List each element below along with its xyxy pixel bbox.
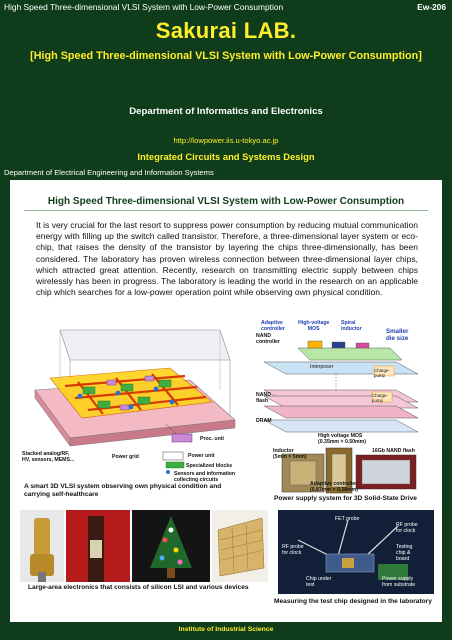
department-secondary: Department of Electrical Engineering and Information Systems bbox=[4, 168, 214, 177]
division: Integrated Circuits and Systems Design bbox=[137, 151, 315, 162]
label-chip-under-test: Chip under test bbox=[306, 576, 332, 588]
photo-flexible-sheet bbox=[212, 510, 268, 582]
caption-power-supply: Power supply system for 3D Solid-State Drive bbox=[274, 495, 417, 502]
label-hv-mos-detail: High voltage MOS (0.35mm × 0.50mm) bbox=[318, 433, 367, 445]
lab-subtitle: [High Speed Three-dimensional VLSI System with Low-Power Consumption] bbox=[30, 50, 422, 62]
photo-robot-hand bbox=[20, 510, 64, 582]
header-title: High Speed Three-dimensional VLSI System with Low-Power Consumption bbox=[4, 2, 284, 12]
label-hv-mos: High-voltage MOS bbox=[298, 320, 330, 332]
body-text: It is very crucial for the last resort to suppress power consumption by reducing mutual communication energy with filling up the switch called transistor. Therefore, a three-dimensional layer system or eco-chip, that raises the density of the transistor by layering the chips three-dimensionally, has been considered. The laboratory has proven wireless connection between three-dimensional layer chips, which attracted great attention. Recently, research on transmitting electric supply between chips wirelessly has been in progress. The laboratory is leading the world in the research on an applicable chip which searches for a low-power operation point while observing own physical condition. bbox=[36, 220, 418, 298]
label-charge-pump-lower: Charge- pump bbox=[372, 393, 388, 403]
label-fet-probe: FET probe bbox=[335, 516, 360, 522]
label-testing-chip: Testing chip & board bbox=[396, 544, 413, 562]
lab-url[interactable]: http://lowpower.iis.u-tokyo.ac.jp bbox=[173, 136, 279, 145]
label-specialized: Specialized blocks bbox=[186, 463, 233, 469]
department: Department of Informatics and Electronics bbox=[129, 106, 323, 117]
label-interposer: Interposer bbox=[310, 364, 334, 370]
label-smaller: Smaller die size bbox=[386, 328, 409, 342]
label-dram: DRAM bbox=[256, 418, 272, 424]
caption-test-chip: Measuring the test chip designed in the laboratory bbox=[274, 598, 432, 605]
content-panel bbox=[10, 180, 442, 622]
divider bbox=[24, 210, 428, 211]
exhibit-code: Ew-206 bbox=[417, 2, 446, 12]
label-power-unit: Power unit bbox=[188, 453, 215, 459]
section-heading: High Speed Three-dimensional VLSI System with Low-Power Consumption bbox=[47, 196, 405, 207]
label-adaptive-detail: Adaptive controller (0.87mm × 0.28mm) bbox=[310, 481, 359, 493]
label-power-supply: Power supply from substrate bbox=[382, 576, 416, 588]
label-spiral: Spiral inductor bbox=[341, 320, 362, 332]
photo-christmas-tree bbox=[132, 510, 210, 582]
label-nand-controller: NAND controller bbox=[256, 333, 280, 345]
label-nand-flash-16gb: 16Gb NAND flash bbox=[372, 448, 415, 454]
label-stacked: Stacked analog/RF, HV, sensors, MEMS... bbox=[22, 451, 75, 463]
label-charge-pump-upper: Charge- pump bbox=[374, 368, 390, 378]
caption-large-area: Large-area electronics that consists of silicon LSI and various devices bbox=[28, 584, 249, 591]
lab-name: Sakurai LAB. bbox=[155, 18, 297, 43]
photo-bottle bbox=[66, 510, 130, 582]
label-rf-probe-left: RF probe for clock bbox=[282, 544, 304, 556]
label-sensors: Sensors and information collecting circuits bbox=[174, 471, 236, 483]
label-proc-unit: Proc. unit bbox=[200, 436, 224, 442]
label-adaptive: Adaptive controller bbox=[261, 320, 285, 332]
label-power-grid: Power grid bbox=[112, 454, 139, 460]
power-supply-diagram bbox=[246, 320, 432, 495]
caption-vlsi: A smart 3D VLSI system observing own physical condition and carrying self-healthcare bbox=[24, 483, 222, 498]
footer-institute: Institute of Industrial Science bbox=[178, 626, 274, 633]
label-inductor: Inductor (5mm × 5mm) bbox=[273, 448, 307, 460]
top-bar bbox=[0, 0, 452, 15]
label-rf-probe-right: RF probe for clock bbox=[396, 522, 418, 534]
label-nand-flash: NAND flash bbox=[256, 392, 271, 404]
